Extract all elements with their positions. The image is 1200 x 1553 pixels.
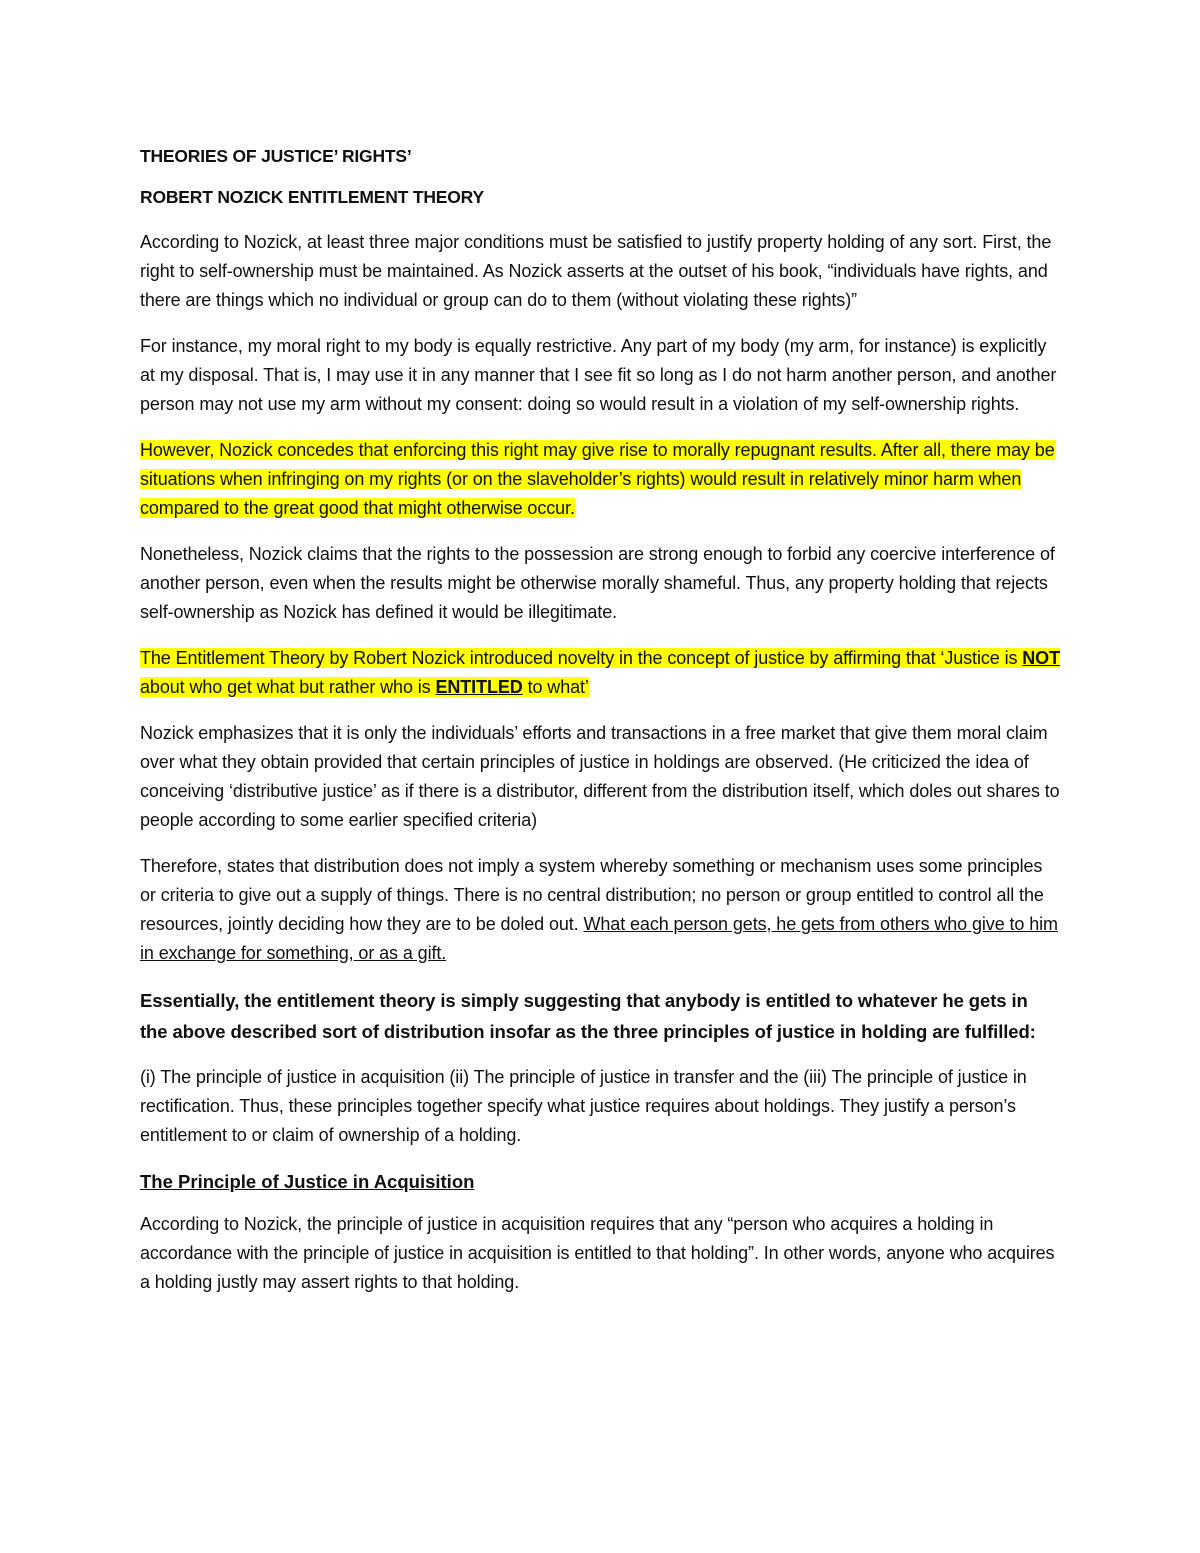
document-title: THEORIES OF JUSTICE’ RIGHTS’ [140,146,412,166]
emphasis-entitled: ENTITLED [435,677,523,697]
paragraph-three-principles: (i) The principle of justice in acquisition (ii) The principle of justice in transfer and the (iii) The principle of justice in rectification. Thus, these principles together specify what justice requires about holdings. They justify a person’s entitlement to or claim of ownership of a holding. [140,1067,1027,1145]
entitlement-text-part3: to what’ [522,677,589,697]
entitlement-text-part1: The Entitlement Theory by Robert Nozick introduced novelty in the concept of justice by affirming that ‘Justice is [140,648,1023,668]
highlighted-entitlement-text [140,648,1060,697]
distribution-underlined-text: What each person gets, he gets from others who give to him in exchange for something, or as a gift. [140,914,1058,963]
paragraph-rights-possession: Nonetheless, Nozick claims that the rights to the possession are strong enough to forbid any coercive interference of another person, even when the results might be otherwise morally shameful. Thus, any property holding that rejects self-ownership as Nozick has defined it would be illegitimate. [140,544,1055,622]
entitlement-text-part2: about who get what but rather who is [140,677,436,697]
section-heading-acquisition: The Principle of Justice in Acquisition [140,1171,475,1192]
highlighted-text: However, Nozick concedes that enforcing this right may give rise to morally repugnant results. After all, there may be situations when infringing on my rights (or on the slaveholder’s rights) would result in relatively minor harm when compared to the great good that might otherwise occur. [140,440,1055,518]
paragraph-acquisition: According to Nozick, the principle of justice in acquisition requires that any “person who acquires a holding in accordance with the principle of justice in acquisition is entitled to that holding”. In other words, anyone who acquires a holding justly may assert rights to that holding. [140,1214,1055,1292]
paragraph-free-market: Nozick emphasizes that it is only the individuals’ efforts and transactions in a free market that give them moral claim over what they obtain provided that certain principles of justice in holdings are observed. (He criticized the idea of conceiving ‘distributive justice’ as if there is a distributor, different from the distribution itself, which doles out shares to people according to some earlier specified criteria) [140,723,1060,830]
emphasis-not: NOT [1022,648,1060,668]
paragraph-distribution [140,852,1060,968]
paragraph-entitlement-novelty [140,644,1060,702]
paragraph-moral-right-body: For instance, my moral right to my body is equally restrictive. Any part of my body (my arm, for instance) is explicitly at my disposal. That is, I may use it in any manner that I see fit so long as I do not harm another person, and another person may not use my arm without my consent: doing so would result in a violation of my self-ownership rights. [140,336,1057,414]
paragraph-essentially-bold: Essentially, the entitlement theory is simply suggesting that anybody is entitled to whatever he gets in the above described sort of distribution insofar as the three principles of justice in holding are fulfilled: [140,990,1036,1042]
paragraph-self-ownership: According to Nozick, at least three major conditions must be satisfied to justify property holding of any sort. First, the right to self-ownership must be maintained. As Nozick asserts at the outset of his book, “individuals have rights, and there are things which no individual or group can do to them (without violating these rights)” [140,232,1052,310]
document-subtitle: ROBERT NOZICK ENTITLEMENT THEORY [140,187,484,207]
distribution-plain-text: Therefore, states that distribution does not imply a system whereby something or mechanism uses some principles or criteria to give out a supply of things. There is no central distribution; no person or group entitled to control all the resources, jointly deciding how they are to be doled out. [140,856,1044,934]
paragraph-highlighted-concession [140,436,1060,523]
